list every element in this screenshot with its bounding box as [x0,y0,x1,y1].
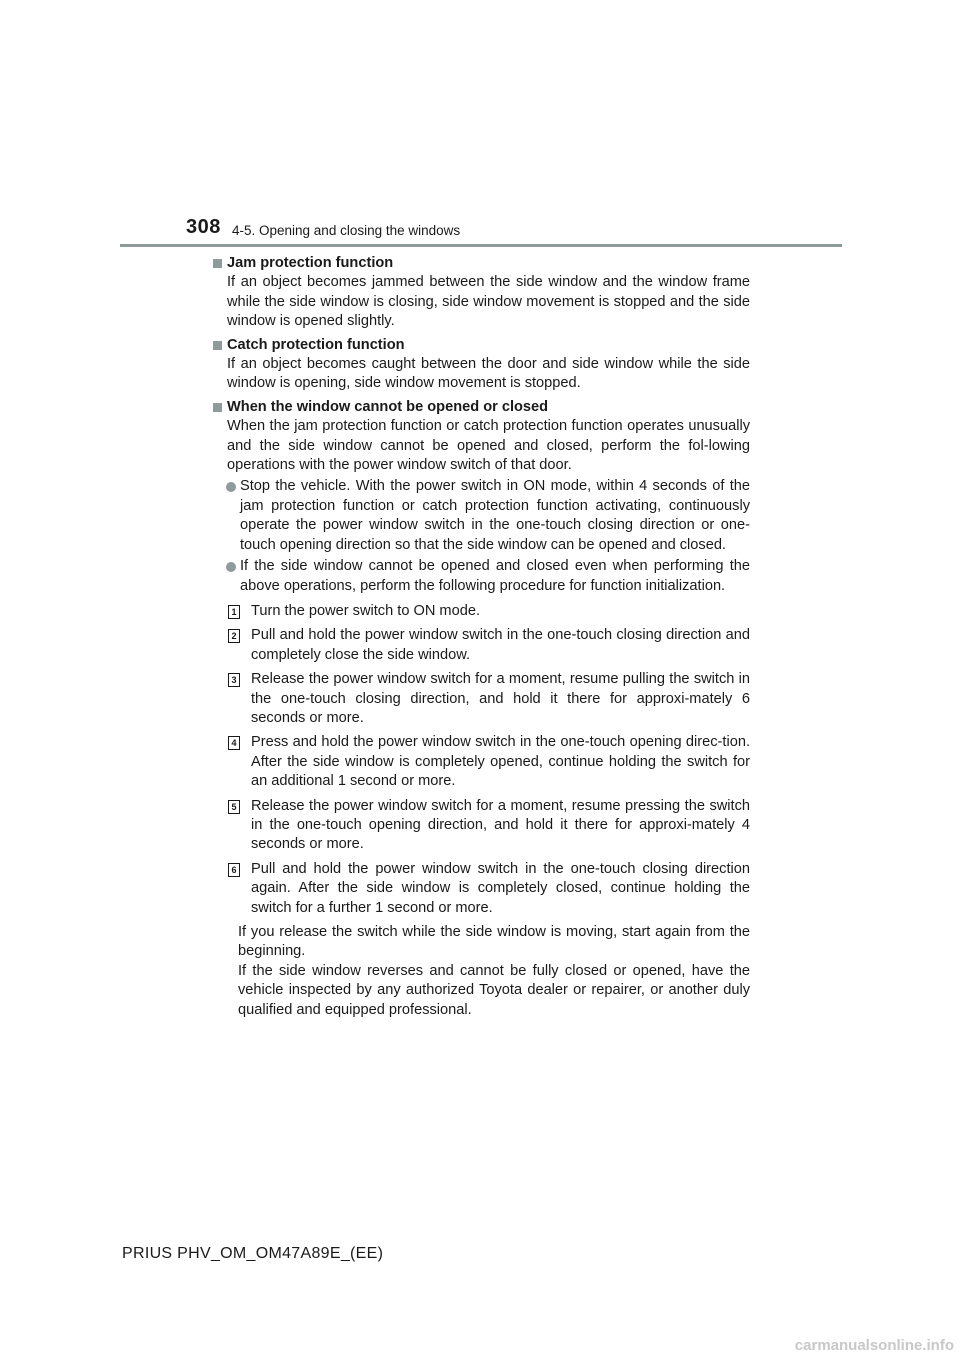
main-content [210,254,750,1024]
list-item: Stop the vehicle. With the power switch in ON mode, within 4 seconds of the jam protection function or catch protection function activating, continuously operate the power window switch in the one-touch closing direction or one-touch opening direction so that the side window can be opened and closed. [226,477,750,555]
section-catch-protection [210,336,750,394]
section-title: 4-5. Opening and closing the windows [232,223,461,238]
step-item: 6 Pull and hold the power window switch in the one-touch closing direction again. After the side window is completely closed, continue holding the switch for a further 1 second or more. [228,860,750,918]
square-bullet-icon [213,403,222,412]
step-number-box: 5 [228,800,240,814]
step-item: 5 Release the power window switch for a moment, resume pressing the switch in the one-touch opening direction, and hold it there for approxi-mately 4 seconds or more. [228,797,750,855]
watermark: carmanualsonline.info [794,1337,954,1354]
section-window-cannot-open [210,398,750,1020]
section-heading: When the window cannot be opened or closed [210,398,750,417]
step-item: 4 Press and hold the power window switch in the one-touch opening direc-tion. After the side window is completely opened, continue holding the switch for an additional 1 second or more. [228,733,750,791]
section-paragraph: If an object becomes jammed between the side window and the window frame while the side window is closing, side window movement is stopped and the side window is opened slightly. [227,274,750,330]
section-paragraph: When the jam protection function or catch protection function operates unusually and the side window cannot be opened and closed, perform the fol-lowing operations with the power window switch of that door. [227,418,750,474]
section-paragraph: If an object becomes caught between the door and side window while the side window is opening, side window movement is stopped. [227,356,750,392]
step-list [210,602,750,918]
step-number-box: 6 [228,863,240,877]
header-rule [120,244,842,247]
note-paragraph: If the side window reverses and cannot be fully closed or opened, have the vehicle inspected by any authorized Toyota dealer or repairer, or another duly qualified and equipped professional. [238,962,750,1018]
square-bullet-icon [213,341,222,350]
step-number-box: 4 [228,736,240,750]
step-number-box: 1 [228,605,240,619]
circle-bullet-icon [226,562,236,572]
page-number: 308 [186,216,221,238]
list-item: If the side window cannot be opened and closed even when performing the above operations, perform the following procedure for function initialization. [226,557,750,596]
step-item: 3 Release the power window switch for a moment, resume pulling the switch in the one-touch closing direction, and hold it there for approxi-mately 6 seconds or more. [228,670,750,728]
note-paragraph: If you release the switch while the side window is moving, start again from the beginning. [238,924,750,960]
step-item: 2 Pull and hold the power window switch in the one-touch closing direction and completely close the side window. [228,626,750,665]
step-item: 1 Turn the power switch to ON mode. [228,602,750,621]
step-number-box: 3 [228,673,240,687]
circle-bullet-icon [226,482,236,492]
square-bullet-icon [213,259,222,268]
section-heading: Catch protection function [210,336,750,355]
step-number-box: 2 [228,629,240,643]
footer-doc-code: PRIUS PHV_OM_OM47A89E_(EE) [122,1245,384,1262]
section-heading: Jam protection function [210,254,750,273]
section-jam-protection [210,254,750,332]
